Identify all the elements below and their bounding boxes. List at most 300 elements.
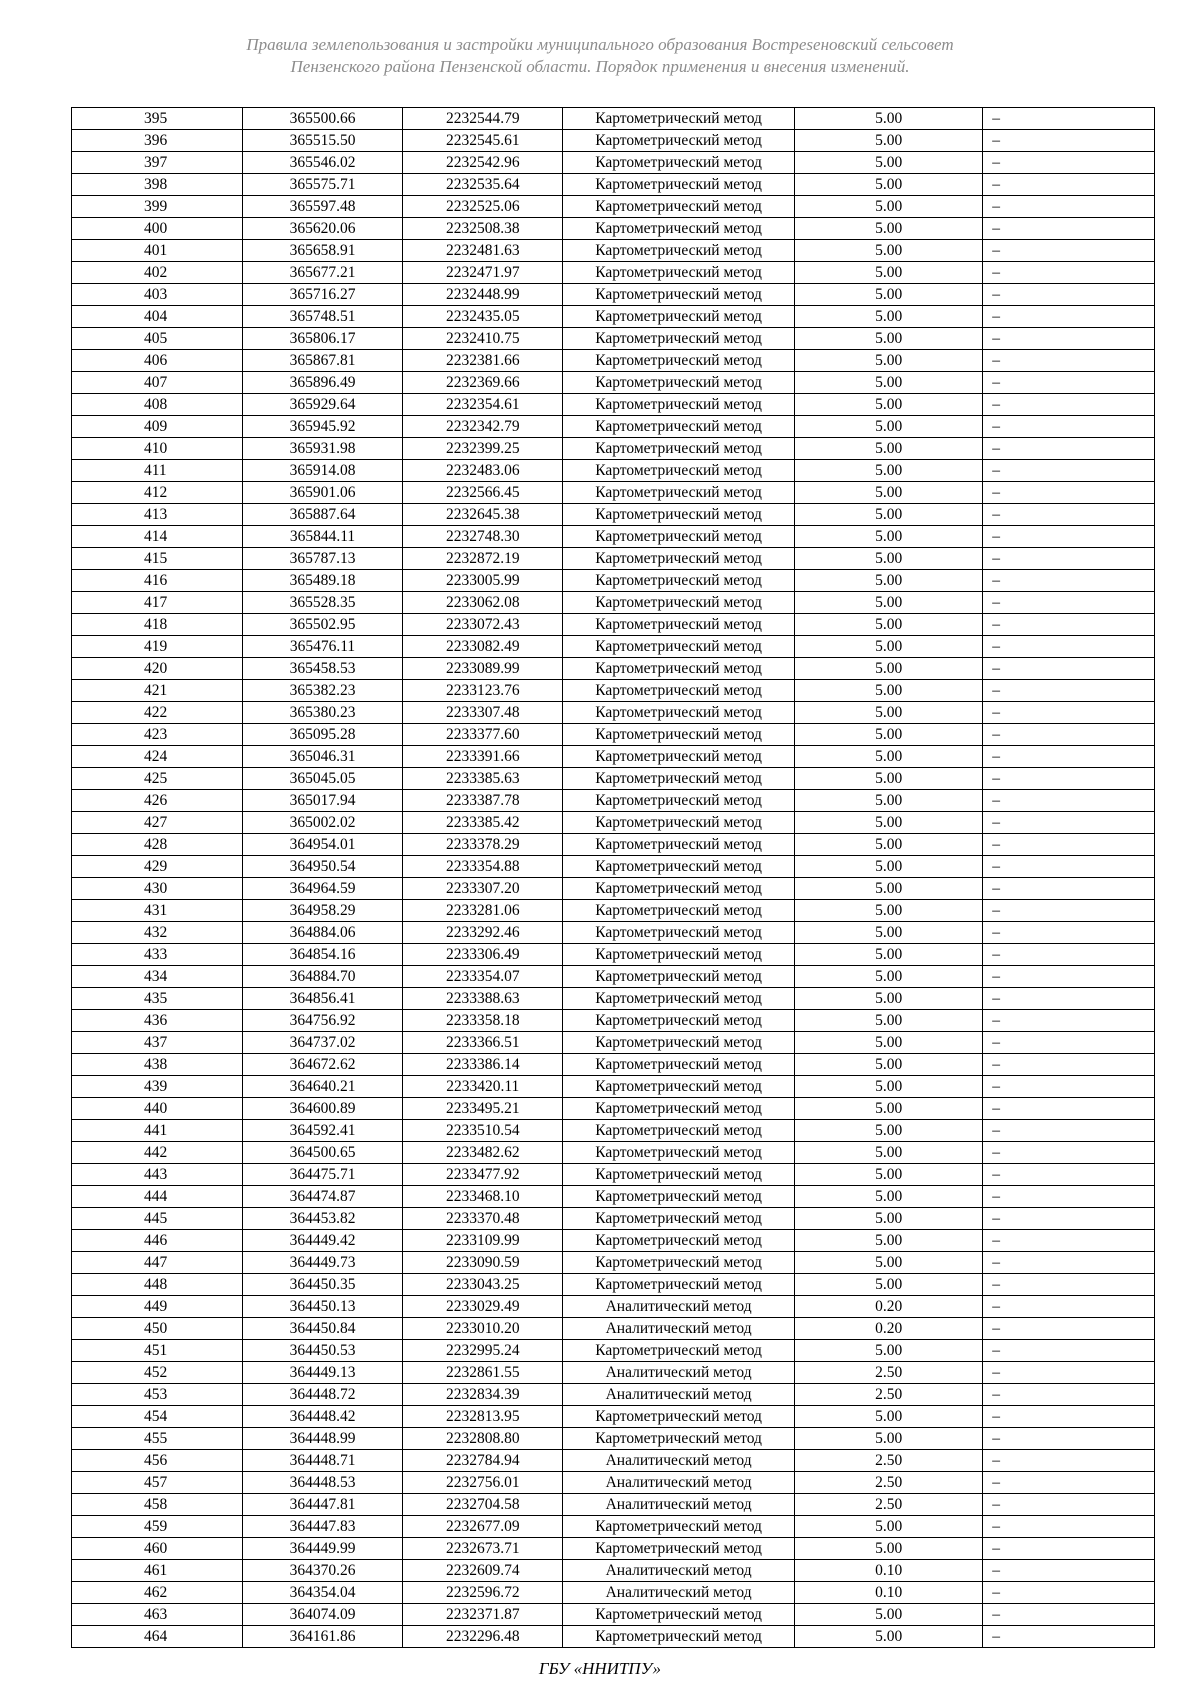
y-coordinate-cell: 2233123.76 [403,680,563,702]
precision-cell: 5.00 [795,900,983,922]
point-number-cell: 413 [72,504,243,526]
method-cell: Картометрический метод [563,1428,795,1450]
table-row [72,1362,1155,1384]
description-cell: – [983,482,1155,504]
precision-cell: 5.00 [795,196,983,218]
precision-cell: 5.00 [795,152,983,174]
method-cell: Картометрический метод [563,1538,795,1560]
point-number-cell: 460 [72,1538,243,1560]
method-cell: Картометрический метод [563,1098,795,1120]
description-cell: – [983,790,1155,812]
x-coordinate-cell: 364161.86 [242,1626,403,1648]
y-coordinate-cell: 2232481.63 [403,240,563,262]
description-cell: – [983,746,1155,768]
table-row [72,460,1155,482]
x-coordinate-cell: 365716.27 [242,284,403,306]
y-coordinate-cell: 2232371.87 [403,1604,563,1626]
description-cell: – [983,240,1155,262]
description-cell: – [983,724,1155,746]
table-row [72,152,1155,174]
y-coordinate-cell: 2232435.05 [403,306,563,328]
method-cell: Картометрический метод [563,548,795,570]
y-coordinate-cell: 2232448.99 [403,284,563,306]
description-cell: – [983,1186,1155,1208]
method-cell: Картометрический метод [563,306,795,328]
y-coordinate-cell: 2233495.21 [403,1098,563,1120]
point-number-cell: 400 [72,218,243,240]
method-cell: Картометрический метод [563,570,795,592]
description-cell: – [983,1318,1155,1340]
method-cell: Картометрический метод [563,900,795,922]
y-coordinate-cell: 2233385.42 [403,812,563,834]
precision-cell: 5.00 [795,1142,983,1164]
description-cell: – [983,1604,1155,1626]
precision-cell: 5.00 [795,108,983,130]
point-number-cell: 446 [72,1230,243,1252]
y-coordinate-cell: 2232645.38 [403,504,563,526]
method-cell: Картометрический метод [563,394,795,416]
method-cell: Картометрический метод [563,1186,795,1208]
point-number-cell: 462 [72,1582,243,1604]
precision-cell: 5.00 [795,790,983,812]
table-row [72,658,1155,680]
table-row [72,592,1155,614]
point-number-cell: 414 [72,526,243,548]
description-cell: – [983,1296,1155,1318]
point-number-cell: 416 [72,570,243,592]
x-coordinate-cell: 365787.13 [242,548,403,570]
method-cell: Картометрический метод [563,878,795,900]
precision-cell: 5.00 [795,416,983,438]
description-cell: – [983,394,1155,416]
method-cell: Картометрический метод [563,240,795,262]
method-cell: Аналитический метод [563,1560,795,1582]
y-coordinate-cell: 2232544.79 [403,108,563,130]
description-cell: – [983,1076,1155,1098]
x-coordinate-cell: 364854.16 [242,944,403,966]
y-coordinate-cell: 2233388.63 [403,988,563,1010]
method-cell: Картометрический метод [563,328,795,350]
x-coordinate-cell: 365045.05 [242,768,403,790]
table-row [72,240,1155,262]
table-row [72,262,1155,284]
y-coordinate-cell: 2232609.74 [403,1560,563,1582]
precision-cell: 5.00 [795,1076,983,1098]
description-cell: – [983,1230,1155,1252]
x-coordinate-cell: 365901.06 [242,482,403,504]
description-cell: – [983,900,1155,922]
point-number-cell: 418 [72,614,243,636]
x-coordinate-cell: 364756.92 [242,1010,403,1032]
precision-cell: 5.00 [795,1208,983,1230]
point-number-cell: 451 [72,1340,243,1362]
y-coordinate-cell: 2233005.99 [403,570,563,592]
point-number-cell: 411 [72,460,243,482]
document-footer: ГБУ «ННИТПУ» [538,1659,662,1678]
x-coordinate-cell: 364592.41 [242,1120,403,1142]
table-row [72,174,1155,196]
point-number-cell: 424 [72,746,243,768]
precision-cell: 5.00 [795,834,983,856]
precision-cell: 5.00 [795,504,983,526]
x-coordinate-cell: 364453.82 [242,1208,403,1230]
point-number-cell: 457 [72,1472,243,1494]
precision-cell: 2.50 [795,1384,983,1406]
description-cell: – [983,1098,1155,1120]
y-coordinate-cell: 2233072.43 [403,614,563,636]
method-cell: Картометрический метод [563,218,795,240]
description-cell: – [983,1340,1155,1362]
y-coordinate-cell: 2233482.62 [403,1142,563,1164]
precision-cell: 5.00 [795,1010,983,1032]
x-coordinate-cell: 364449.13 [242,1362,403,1384]
x-coordinate-cell: 364474.87 [242,1186,403,1208]
table-row [72,108,1155,130]
table-row [72,438,1155,460]
coordinates-table [71,107,1155,1648]
method-cell: Аналитический метод [563,1362,795,1384]
point-number-cell: 438 [72,1054,243,1076]
x-coordinate-cell: 365844.11 [242,526,403,548]
precision-cell: 5.00 [795,768,983,790]
y-coordinate-cell: 2233029.49 [403,1296,563,1318]
x-coordinate-cell: 365515.50 [242,130,403,152]
point-number-cell: 461 [72,1560,243,1582]
point-number-cell: 447 [72,1252,243,1274]
x-coordinate-cell: 365489.18 [242,570,403,592]
table-row [72,1054,1155,1076]
y-coordinate-cell: 2232834.39 [403,1384,563,1406]
method-cell: Аналитический метод [563,1494,795,1516]
description-cell: – [983,174,1155,196]
x-coordinate-cell: 365017.94 [242,790,403,812]
table-row [72,1384,1155,1406]
method-cell: Картометрический метод [563,1340,795,1362]
description-cell: – [983,416,1155,438]
precision-cell: 5.00 [795,526,983,548]
x-coordinate-cell: 365380.23 [242,702,403,724]
description-cell: – [983,1208,1155,1230]
x-coordinate-cell: 365867.81 [242,350,403,372]
precision-cell: 5.00 [795,460,983,482]
description-cell: – [983,108,1155,130]
x-coordinate-cell: 364449.99 [242,1538,403,1560]
point-number-cell: 463 [72,1604,243,1626]
method-cell: Картометрический метод [563,1054,795,1076]
precision-cell: 5.00 [795,1604,983,1626]
x-coordinate-cell: 365575.71 [242,174,403,196]
point-number-cell: 443 [72,1164,243,1186]
x-coordinate-cell: 365476.11 [242,636,403,658]
table-row [72,746,1155,768]
y-coordinate-cell: 2233281.06 [403,900,563,922]
description-cell: – [983,1054,1155,1076]
y-coordinate-cell: 2233377.60 [403,724,563,746]
table-row [72,1032,1155,1054]
y-coordinate-cell: 2232995.24 [403,1340,563,1362]
method-cell: Картометрический метод [563,1142,795,1164]
y-coordinate-cell: 2233391.66 [403,746,563,768]
method-cell: Картометрический метод [563,416,795,438]
y-coordinate-cell: 2233010.20 [403,1318,563,1340]
method-cell: Аналитический метод [563,1472,795,1494]
description-cell: – [983,306,1155,328]
method-cell: Аналитический метод [563,1318,795,1340]
precision-cell: 5.00 [795,174,983,196]
method-cell: Картометрический метод [563,1516,795,1538]
description-cell: – [983,1252,1155,1274]
x-coordinate-cell: 365887.64 [242,504,403,526]
point-number-cell: 430 [72,878,243,900]
point-number-cell: 459 [72,1516,243,1538]
description-cell: – [983,1406,1155,1428]
precision-cell: 5.00 [795,306,983,328]
y-coordinate-cell: 2232861.55 [403,1362,563,1384]
table-row [72,1164,1155,1186]
y-coordinate-cell: 2233307.48 [403,702,563,724]
point-number-cell: 404 [72,306,243,328]
method-cell: Картометрический метод [563,1274,795,1296]
description-cell: – [983,1362,1155,1384]
x-coordinate-cell: 364950.54 [242,856,403,878]
point-number-cell: 399 [72,196,243,218]
precision-cell: 5.00 [795,394,983,416]
header-line-1: Правила землепользования и застройки муниципального образования Вострesеновский сельсовет [246,35,954,54]
point-number-cell: 427 [72,812,243,834]
x-coordinate-cell: 364449.42 [242,1230,403,1252]
document-header [0,34,1200,78]
method-cell: Картометрический метод [563,1604,795,1626]
point-number-cell: 428 [72,834,243,856]
table-row [72,1098,1155,1120]
point-number-cell: 442 [72,1142,243,1164]
description-cell: – [983,1164,1155,1186]
description-cell: – [983,1142,1155,1164]
table-row [72,834,1155,856]
x-coordinate-cell: 364884.70 [242,966,403,988]
method-cell: Картометрический метод [563,284,795,306]
table-row [72,1538,1155,1560]
y-coordinate-cell: 2232808.80 [403,1428,563,1450]
method-cell: Картометрический метод [563,108,795,130]
method-cell: Картометрический метод [563,1230,795,1252]
precision-cell: 5.00 [795,636,983,658]
precision-cell: 5.00 [795,328,983,350]
precision-cell: 5.00 [795,548,983,570]
y-coordinate-cell: 2233090.59 [403,1252,563,1274]
description-cell: – [983,328,1155,350]
method-cell: Аналитический метод [563,1450,795,1472]
precision-cell: 5.00 [795,614,983,636]
y-coordinate-cell: 2232872.19 [403,548,563,570]
description-cell: – [983,922,1155,944]
description-cell: – [983,592,1155,614]
table-row [72,1208,1155,1230]
table-row [72,1296,1155,1318]
point-number-cell: 441 [72,1120,243,1142]
method-cell: Картометрический метод [563,372,795,394]
y-coordinate-cell: 2233354.07 [403,966,563,988]
table-row [72,1406,1155,1428]
x-coordinate-cell: 364450.53 [242,1340,403,1362]
y-coordinate-cell: 2232748.30 [403,526,563,548]
precision-cell: 5.00 [795,1274,983,1296]
table-row [72,988,1155,1010]
precision-cell: 5.00 [795,1186,983,1208]
precision-cell: 5.00 [795,1340,983,1362]
point-number-cell: 408 [72,394,243,416]
precision-cell: 5.00 [795,1626,983,1648]
point-number-cell: 450 [72,1318,243,1340]
method-cell: Картометрический метод [563,526,795,548]
description-cell: – [983,1560,1155,1582]
precision-cell: 5.00 [795,1032,983,1054]
x-coordinate-cell: 364448.72 [242,1384,403,1406]
table-row [72,196,1155,218]
x-coordinate-cell: 364447.83 [242,1516,403,1538]
point-number-cell: 417 [72,592,243,614]
x-coordinate-cell: 364354.04 [242,1582,403,1604]
method-cell: Картометрический метод [563,1120,795,1142]
point-number-cell: 436 [72,1010,243,1032]
table-row [72,1340,1155,1362]
x-coordinate-cell: 365806.17 [242,328,403,350]
precision-cell: 5.00 [795,240,983,262]
x-coordinate-cell: 365382.23 [242,680,403,702]
method-cell: Картометрический метод [563,790,795,812]
table-row [72,1450,1155,1472]
method-cell: Картометрический метод [563,680,795,702]
table-row [72,284,1155,306]
description-cell: – [983,1494,1155,1516]
x-coordinate-cell: 364958.29 [242,900,403,922]
precision-cell: 5.00 [795,570,983,592]
point-number-cell: 415 [72,548,243,570]
point-number-cell: 456 [72,1450,243,1472]
y-coordinate-cell: 2232508.38 [403,218,563,240]
method-cell: Картометрический метод [563,1252,795,1274]
precision-cell: 5.00 [795,702,983,724]
description-cell: – [983,680,1155,702]
x-coordinate-cell: 364640.21 [242,1076,403,1098]
description-cell: – [983,1626,1155,1648]
x-coordinate-cell: 365002.02 [242,812,403,834]
precision-cell: 5.00 [795,1164,983,1186]
table-row [72,856,1155,878]
table-row [72,570,1155,592]
description-cell: – [983,526,1155,548]
description-cell: – [983,1384,1155,1406]
table-row [72,702,1155,724]
table-row [72,1494,1155,1516]
method-cell: Картометрический метод [563,922,795,944]
table-row [72,1582,1155,1604]
point-number-cell: 396 [72,130,243,152]
y-coordinate-cell: 2233420.11 [403,1076,563,1098]
precision-cell: 5.00 [795,966,983,988]
description-cell: – [983,988,1155,1010]
point-number-cell: 445 [72,1208,243,1230]
point-number-cell: 429 [72,856,243,878]
precision-cell: 0.10 [795,1582,983,1604]
coordinates-table-body [72,108,1155,1648]
table-row [72,900,1155,922]
method-cell: Картометрический метод [563,636,795,658]
point-number-cell: 448 [72,1274,243,1296]
table-row [72,350,1155,372]
point-number-cell: 464 [72,1626,243,1648]
x-coordinate-cell: 365095.28 [242,724,403,746]
description-cell: – [983,570,1155,592]
table-row [72,1274,1155,1296]
table-row [72,504,1155,526]
y-coordinate-cell: 2232342.79 [403,416,563,438]
x-coordinate-cell: 365677.21 [242,262,403,284]
table-row [72,394,1155,416]
method-cell: Картометрический метод [563,944,795,966]
x-coordinate-cell: 365896.49 [242,372,403,394]
method-cell: Картометрический метод [563,614,795,636]
method-cell: Картометрический метод [563,482,795,504]
method-cell: Картометрический метод [563,1208,795,1230]
method-cell: Картометрический метод [563,746,795,768]
table-row [72,1318,1155,1340]
method-cell: Картометрический метод [563,724,795,746]
y-coordinate-cell: 2233468.10 [403,1186,563,1208]
description-cell: – [983,702,1155,724]
table-row [72,944,1155,966]
table-row [72,548,1155,570]
table-row [72,1560,1155,1582]
y-coordinate-cell: 2232369.66 [403,372,563,394]
point-number-cell: 432 [72,922,243,944]
method-cell: Картометрический метод [563,504,795,526]
table-row [72,922,1155,944]
point-number-cell: 433 [72,944,243,966]
x-coordinate-cell: 364449.73 [242,1252,403,1274]
precision-cell: 5.00 [795,262,983,284]
precision-cell: 5.00 [795,592,983,614]
table-row [72,878,1155,900]
precision-cell: 5.00 [795,680,983,702]
table-row [72,1076,1155,1098]
method-cell: Картометрический метод [563,1626,795,1648]
table-row [72,966,1155,988]
description-cell: – [983,944,1155,966]
table-row [72,1120,1155,1142]
description-cell: – [983,658,1155,680]
precision-cell: 5.00 [795,350,983,372]
precision-cell: 5.00 [795,944,983,966]
precision-cell: 5.00 [795,372,983,394]
point-number-cell: 397 [72,152,243,174]
y-coordinate-cell: 2233386.14 [403,1054,563,1076]
y-coordinate-cell: 2233043.25 [403,1274,563,1296]
precision-cell: 5.00 [795,1120,983,1142]
precision-cell: 5.00 [795,856,983,878]
point-number-cell: 406 [72,350,243,372]
description-cell: – [983,636,1155,658]
x-coordinate-cell: 364737.02 [242,1032,403,1054]
description-cell: – [983,262,1155,284]
precision-cell: 5.00 [795,438,983,460]
header-line-2: Пензенского района Пензенской области. Порядок применения и внесения изменений. [290,57,910,76]
x-coordinate-cell: 365502.95 [242,614,403,636]
y-coordinate-cell: 2232673.71 [403,1538,563,1560]
precision-cell: 5.00 [795,218,983,240]
table-row [72,812,1155,834]
table-row [72,130,1155,152]
